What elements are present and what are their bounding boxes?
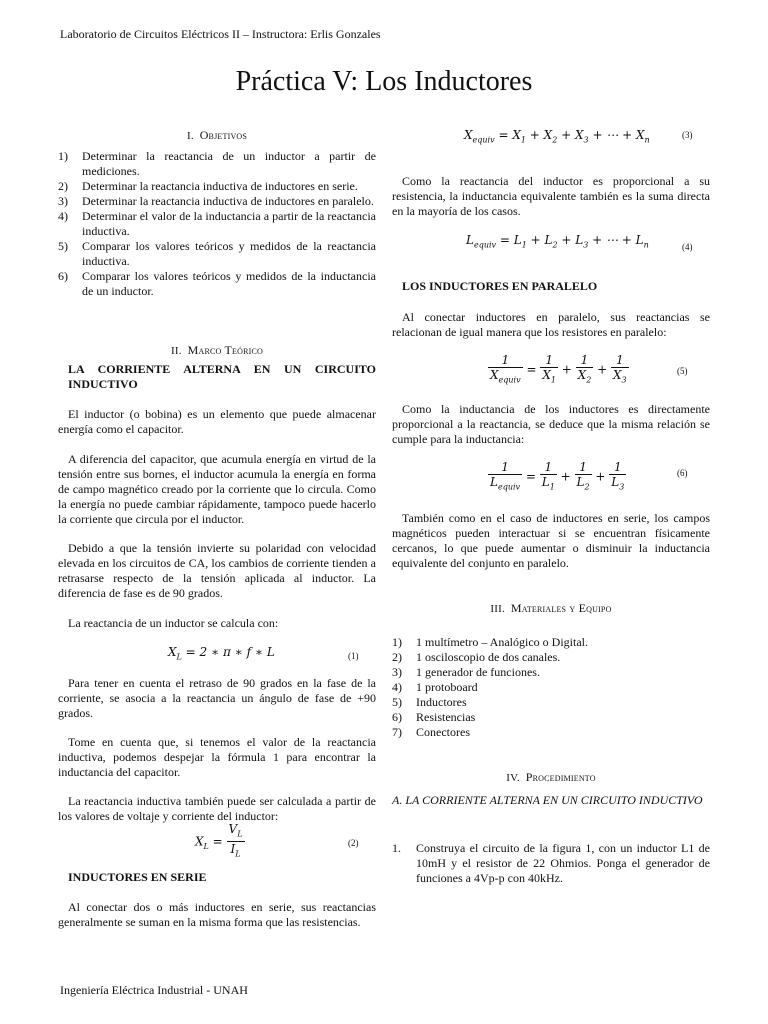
- item-text: Determinar el valor de la inductancia a partir de la reactancia inductiva.: [82, 209, 376, 238]
- item-number: 6): [392, 710, 402, 724]
- procedimiento-list: [392, 841, 710, 886]
- item-number: 3): [58, 194, 68, 208]
- section-label: Objetivos: [199, 128, 248, 142]
- list-item: [392, 665, 710, 680]
- item-number: 6): [58, 269, 68, 283]
- section-label: Procedimiento: [525, 770, 596, 784]
- equation-number: (3): [682, 130, 693, 140]
- item-text: Resistencias: [416, 710, 476, 724]
- equation-number: (4): [682, 242, 693, 252]
- heading-inductores-serie: INDUCTORES EN SERIE: [68, 870, 207, 884]
- page-header: Laboratorio de Circuitos Eléctricos II – Instructora: Erlis Gonzales: [60, 27, 381, 41]
- item-number: 1.: [392, 841, 401, 855]
- section-label: Marco Teórico: [187, 343, 263, 357]
- page-title: Práctica V: Los Inductores: [235, 66, 533, 97]
- equation-1: $X_L = 2$ ∗ π ∗ f ∗ L: [168, 645, 275, 662]
- list-item: [392, 680, 710, 695]
- item-number: 3): [392, 665, 402, 679]
- equation-5: $\frac{1}{X_{equiv}}$ = $\frac{1}{X_1}$ + $\frac{1}{X_2}$ + $\frac{1}{X_3}$: [490, 353, 627, 385]
- list-item: [392, 725, 710, 740]
- paragraph: Al conectar inductores en paralelo, sus reactancias se relacionan de igual manera que los resistores en paralelo:: [392, 310, 710, 339]
- list-item: [58, 239, 376, 269]
- materiales-list: [392, 635, 710, 740]
- list-item: [392, 635, 710, 650]
- item-text: 1 osciloscopio de dos canales.: [416, 650, 561, 664]
- item-number: 2): [58, 179, 68, 193]
- list-item: [58, 179, 376, 194]
- section-objetivos-heading: [58, 128, 376, 143]
- equation-number: (5): [677, 366, 688, 376]
- item-number: 4): [58, 209, 68, 223]
- item-text: Comparar los valores teóricos y medidos de la inductancia de un inductor.: [82, 269, 376, 298]
- equation-number: (6): [677, 468, 688, 478]
- paragraph: La reactancia de un inductor se calcula con:: [68, 616, 279, 630]
- equation-3: $X_{equiv} = X_1 + X_2 + X_3$ + ⋯ + $X_n$: [464, 128, 650, 145]
- paragraph: También como en el caso de inductores en serie, los campos magnéticos pueden interactuar si se encuentran físicamente cercanos, lo que puede aumentar o disminuir la inductancia equivalente del conjunto en paralelo.: [392, 511, 710, 570]
- item-text: Comparar los valores teóricos y medidos de la reactancia inductiva.: [82, 239, 376, 268]
- paragraph: Tome en cuenta que, si tenemos el valor de la reactancia inductiva, podemos despejar la fórmula 1 para encontrar la inductancia del capacitor.: [58, 735, 376, 779]
- equation-6: $\frac{1}{L_{equiv}}$ = $\frac{1}{L_1}$ + $\frac{1}{L_2}$ + $\frac{1}{L_3}$: [490, 460, 625, 492]
- item-text: Determinar la reactancia inductiva de inductores en paralelo.: [82, 194, 374, 208]
- list-item: [392, 695, 710, 710]
- paragraph: La reactancia inductiva también puede ser calculada a partir de los valores de voltaje y corriente del inductor:: [58, 794, 376, 823]
- item-text: 1 multímetro – Analógico o Digital.: [416, 635, 588, 649]
- section-marco-heading: [58, 343, 376, 358]
- heading-inductores-paralelo: LOS INDUCTORES EN PARALELO: [402, 279, 598, 293]
- subsection-heading: A. LA CORRIENTE ALTERNA EN UN CIRCUITO INDUCTIVO: [392, 793, 703, 807]
- section-procedimiento-heading: [392, 770, 710, 785]
- paragraph: El inductor (o bobina) es un elemento que puede almacenar energía como el capacitor.: [58, 407, 376, 436]
- paragraph: Debido a que la tensión invierte su polaridad con velocidad elevada en los circuitos de CA, los cambios de corriente tienden a retrasarse respecto de la tensión aplicada al inductor. La diferencia de fase es de 90 grados.: [58, 541, 376, 600]
- equation-2: $X_L$ = $\frac{V_L}{I_L}$: [195, 822, 243, 859]
- paragraph: Al conectar dos o más inductores en serie, sus reactancias generalmente se suman en la misma forma que las resistencias.: [58, 900, 376, 929]
- paragraph: Como la inductancia de los inductores es directamente proporcional a la reactancia, se deduce que la misma relación se cumple para la inductancia:: [392, 402, 710, 446]
- list-item: [58, 194, 376, 209]
- list-item: [392, 710, 710, 725]
- item-text: Inductores: [416, 695, 467, 709]
- item-number: 4): [392, 680, 402, 694]
- paragraph: Para tener en cuenta el retraso de 90 grados en la fase de la corriente, se asocia a la reactancia un ángulo de fase de +90 grados.: [58, 676, 376, 720]
- item-number: 1): [392, 635, 402, 649]
- item-number: 7): [392, 725, 402, 739]
- section-number: II.: [171, 345, 182, 357]
- list-item: [392, 841, 710, 886]
- section-number: I.: [186, 130, 194, 142]
- item-text: Determinar la reactancia de un inductor a partir de mediciones.: [82, 149, 376, 178]
- list-item: [58, 269, 376, 299]
- paragraph: Como la reactancia del inductor es proporcional a su resistencia, la inductancia equivalente también es la suma directa en la mayoría de los casos.: [392, 174, 710, 218]
- section-materiales-heading: [392, 601, 710, 616]
- item-text: Determinar la reactancia inductiva de inductores en serie.: [82, 179, 358, 193]
- item-text: Construya el circuito de la figura 1, con un inductor L1 de 10mH y el resistor de 22 Ohmios. Ponga el generador de funciones a 4Vp-p con 40kHz.: [416, 841, 710, 885]
- list-item: [392, 650, 710, 665]
- equation-number: (1): [348, 651, 359, 661]
- paragraph: A diferencia del capacitor, que acumula energía en virtud de la tensión entre sus bornes, el inductor acumula la energía en forma de campo magnético creado por la corriente que lo circula. Como la energía no puede cambiar rápidamente, tampoco puede hacerlo la corriente que circula por el inductor.: [58, 452, 376, 526]
- equation-number: (2): [348, 838, 359, 848]
- item-number: 1): [58, 149, 68, 163]
- item-number: 5): [392, 695, 402, 709]
- item-number: 2): [392, 650, 402, 664]
- heading-corriente-alterna: LA CORRIENTE ALTERNA EN UN CIRCUITO INDUCTIVO: [68, 362, 376, 391]
- objetivos-list: [58, 149, 376, 299]
- page-footer: Ingeniería Eléctrica Industrial - UNAH: [60, 983, 248, 997]
- list-item: [58, 149, 376, 179]
- list-item: [58, 209, 376, 239]
- item-number: 5): [58, 239, 68, 253]
- item-text: Conectores: [416, 725, 470, 739]
- section-label: Materiales y Equipo: [510, 601, 612, 615]
- section-number: IV.: [506, 772, 520, 784]
- item-text: 1 generador de funciones.: [416, 665, 540, 679]
- section-number: III.: [490, 603, 505, 615]
- equation-4: $L_{equiv} = L_1 + L_2 + L_3$ + ⋯ + $L_n$: [466, 233, 649, 250]
- item-text: 1 protoboard: [416, 680, 478, 694]
